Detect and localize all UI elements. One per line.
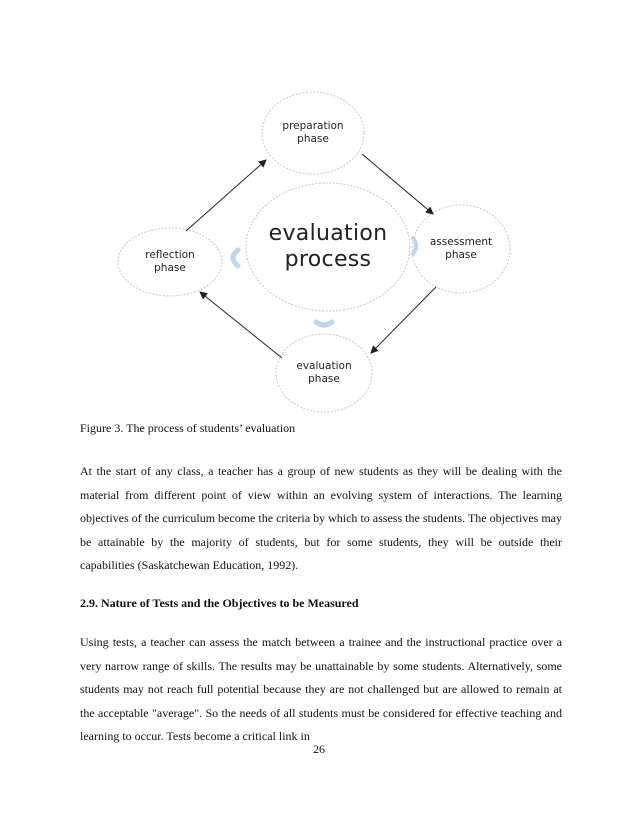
assessment-phase-node <box>412 205 510 293</box>
evaluation-process-label: evaluation process <box>268 221 388 272</box>
evaluation-phase-node <box>276 334 372 412</box>
connector-hint-bottom <box>316 322 332 325</box>
evaluation-process-node <box>246 183 410 311</box>
reflection-phase-node <box>118 228 222 296</box>
page-number: 26 <box>313 742 325 756</box>
paragraph-tests: Using tests, a teacher can assess the match between a trainee and the instructional practice over a very narrow range of skills. The results may be unattainable by some students. Alternatively, some students may not reach full potential because they are not challenged but are allowed to remain at the acceptable "average". So the needs of all students must be considered for effective teaching and learning to occur. Tests become a critical link in <box>80 635 562 743</box>
assessment-phase-label: assessment phase <box>429 236 493 261</box>
preparation-phase-node <box>262 92 364 174</box>
reflection-phase-label: reflection phase <box>145 249 195 274</box>
connector-hint-left <box>233 250 238 266</box>
section-heading: 2.9. Nature of Tests and the Objectives to be Measured <box>80 596 359 610</box>
evaluation-phase-label: evaluation phase <box>296 360 352 385</box>
preparation-phase-label: preparation phase <box>282 120 344 145</box>
paragraph-intro: At the start of any class, a teacher has a group of new students as they will be dealing with the material from different point of view within an evolving system of interactions. The learning objectives of the curriculum become the criteria by which to assess the students. The objectives may be attainable by the majority of students, but for some students, they will be outside their capabilities (Saskatchewan Education, 1992). <box>80 464 562 572</box>
figure-caption: Figure 3. The process of students’ evaluation <box>80 421 296 435</box>
